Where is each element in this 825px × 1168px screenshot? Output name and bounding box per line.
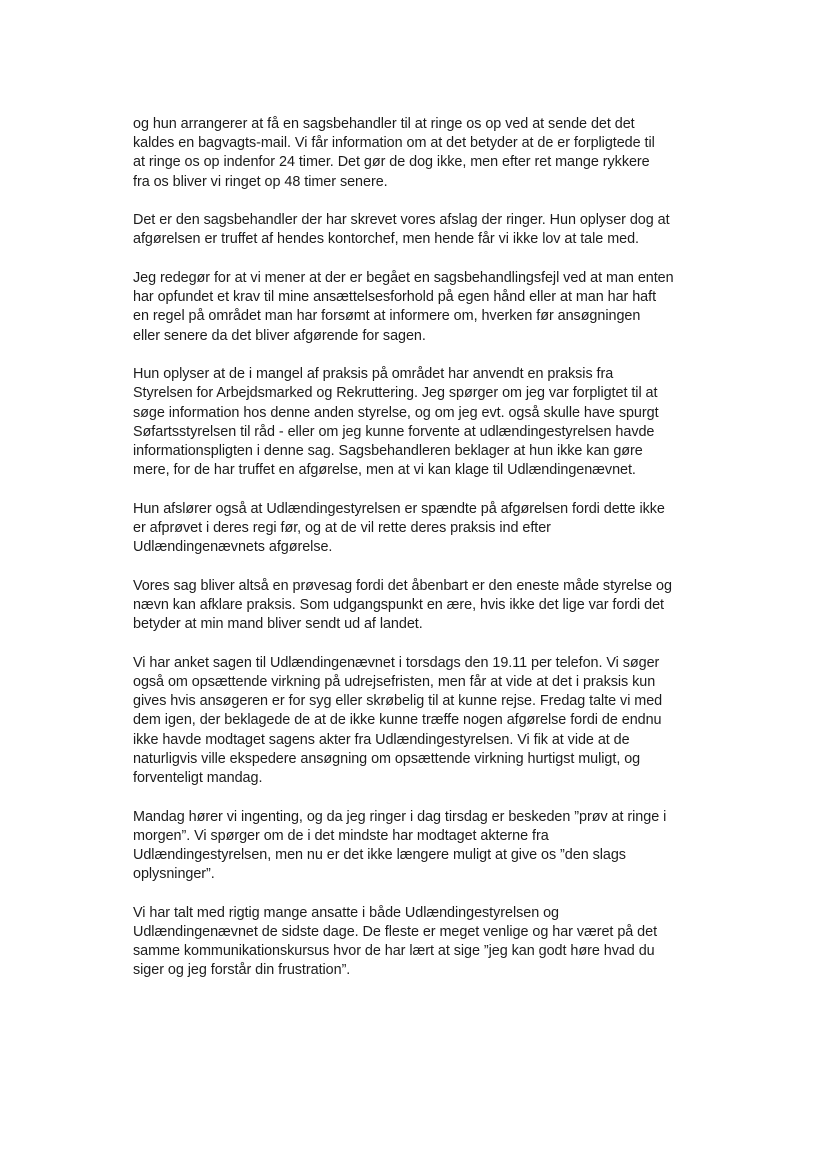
text-line: og hun arrangerer at få en sagsbehandler til at ringe os op ved at sende det det — [133, 116, 635, 132]
text-line: Hun afslører også at Udlændingestyrelsen er spændte på afgørelsen fordi dette ikke — [133, 500, 665, 517]
text-line: ikke havde modtaget sagens akter fra Udlændingestyrelsen. Vi fik at vide at de — [133, 731, 630, 748]
text-line: Vi har anket sagen til Udlændingenævnet i torsdags den 19.11 per telefon. Vi søger — [133, 654, 660, 671]
text-line: Søfartsstyrelsen til råd - eller om jeg kunne forvente at udlændingestyrelsen havde — [133, 423, 655, 440]
text-line: naturligvis ville ekspedere ansøgning om opsættende virkning hurtigst muligt, og — [133, 750, 641, 767]
text-line: eller senere da det bliver afgørende for sagen. — [133, 327, 426, 344]
text-line: Det er den sagsbehandler der har skrevet vores afslag der ringer. Hun oplyser dog at — [133, 212, 670, 229]
paragraph-2 — [133, 211, 693, 249]
text-line: Udlændingestyrelsen, men nu er det ikke længere muligt at give os ”den slags — [133, 847, 626, 864]
text-line: dem igen, der beklagede de at de ikke kunne træffe nogen afgørelse fordi de endnu — [133, 712, 662, 729]
text-line: har opfundet et krav til mine ansættelsesforhold på egen hånd eller at man har haft — [133, 289, 657, 306]
text-line: kaldes en bagvagts-mail. Vi får information om at det betyder at de er forpligtede til — [133, 135, 655, 152]
text-line: betyder at min mand bliver sendt ud af landet. — [133, 616, 423, 633]
text-line: søge information hos denne anden styrelse, og om jeg evt. også skulle have spurgt — [133, 404, 659, 421]
paragraph-7 — [133, 654, 693, 788]
paragraph-1 — [133, 115, 693, 192]
text-line: Hun oplyser at de i mangel af praksis på området har anvendt en praksis fra — [133, 366, 614, 383]
text-line: nævn kan afklare praksis. Som udgangspunkt en ære, hvis ikke det lige var fordi det — [133, 597, 664, 614]
document-body — [133, 115, 693, 1000]
text-line: samme kommunikationskursus hvor de har lært at sige ”jeg kan godt høre hvad du — [133, 943, 655, 960]
text-line: Vores sag bliver altså en prøvesag fordi det åbenbart er den eneste måde styrelse og — [133, 577, 672, 594]
paragraph-8 — [133, 808, 693, 885]
text-line: Udlændingenævnet de sidste dage. De fleste er meget venlige og har været på det — [133, 924, 658, 941]
text-line: Styrelsen for Arbejdsmarked og Rekruttering. Jeg spørger om jeg var forpligtet til at — [133, 385, 658, 402]
paragraph-4 — [133, 365, 693, 480]
text-line: afgørelsen er truffet af hendes kontorchef, men hende får vi ikke lov at tale med. — [133, 231, 639, 248]
text-line: Jeg redegør for at vi mener at der er begået en sagsbehandlingsfejl ved at man enten — [133, 270, 674, 286]
paragraph-9 — [133, 904, 693, 981]
paragraph-3 — [133, 269, 693, 346]
text-line: en regel på området man har forsømt at informere om, hverken før ansøgningen — [133, 308, 641, 325]
text-line: Vi har talt med rigtig mange ansatte i både Udlændingestyrelsen og — [133, 904, 560, 921]
paragraph-6 — [133, 577, 693, 635]
text-line: siger og jeg forstår din frustration”. — [133, 962, 351, 979]
text-line: Mandag hører vi ingenting, og da jeg ringer i dag tirsdag er beskeden ”prøv at ringe i — [133, 808, 667, 825]
text-line: er afprøvet i deres regi før, og at de vil rette deres praksis ind efter — [133, 520, 551, 537]
text-line: oplysninger”. — [133, 866, 215, 883]
text-line: Udlændingenævnets afgørelse. — [133, 539, 333, 556]
paragraph-5 — [133, 500, 693, 558]
text-line: informationspligten i denne sag. Sagsbehandleren beklager at hun ikke kan gøre — [133, 443, 643, 460]
text-line: forventeligt mandag. — [133, 770, 263, 787]
text-line: at ringe os op indenfor 24 timer. Det gør de dog ikke, men efter ret mange rykkere — [133, 154, 650, 171]
text-line: gives hvis ansøgeren er for syg eller skrøbelig til at kunne rejse. Fredag talte vi med — [133, 693, 663, 710]
text-line: mere, for de har truffet en afgørelse, men at vi kan klage til Udlændingenævnet. — [133, 462, 636, 479]
text-line: også om opsættende virkning på udrejsefristen, men får at vide at det i praksis kun — [133, 674, 656, 691]
text-line: morgen”. Vi spørger om de i det mindste har modtaget akterne fra — [133, 827, 549, 844]
text-line: fra os bliver vi ringet op 48 timer senere. — [133, 173, 388, 190]
